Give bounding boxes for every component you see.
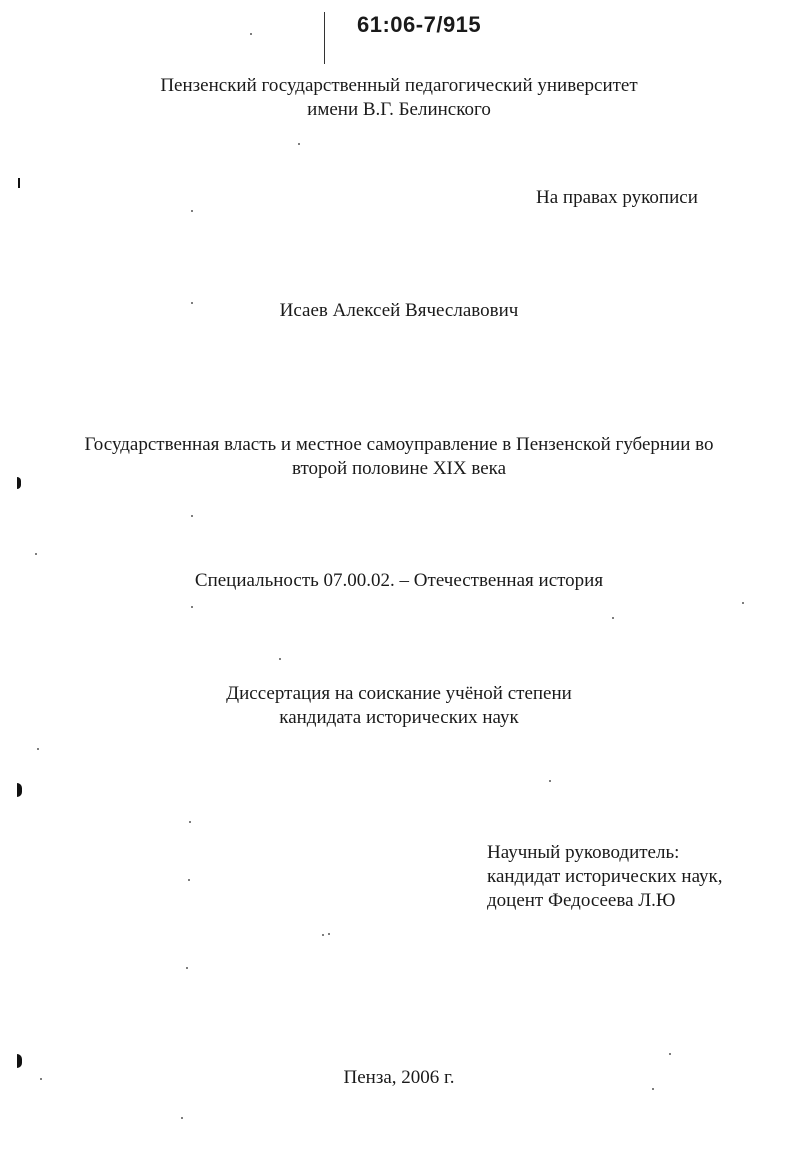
scan-speck xyxy=(37,748,39,750)
scan-speck xyxy=(298,143,300,145)
scan-speck xyxy=(191,515,193,517)
scan-speck xyxy=(742,602,744,604)
specialty: Специальность 07.00.02. – Отечественная история xyxy=(194,570,604,591)
scan-speck xyxy=(186,967,188,969)
supervisor-name: доцент Федосеева Л.Ю xyxy=(487,890,676,911)
scan-speck xyxy=(328,933,330,935)
university-name-line2: имени В.Г. Белинского xyxy=(307,99,491,120)
manuscript-note: На правах рукописи xyxy=(536,187,698,208)
supervisor-degree: кандидат исторических наук, xyxy=(487,866,723,887)
scan-speck xyxy=(181,1117,183,1119)
place-and-year: Пенза, 2006 г. xyxy=(343,1067,455,1088)
scan-speck xyxy=(191,606,193,608)
scan-speck xyxy=(612,617,614,619)
scan-speck xyxy=(322,934,324,936)
scan-speck xyxy=(250,33,252,35)
scan-speck xyxy=(279,658,281,660)
scan-mark xyxy=(18,178,20,188)
scan-speck xyxy=(35,553,37,555)
scan-mark xyxy=(17,477,21,489)
archive-code: 61:06-7/915 xyxy=(357,12,482,37)
scan-speck xyxy=(191,302,193,304)
dissertation-title: Государственная власть и местное самоуправление в Пензенской губернии во xyxy=(84,434,714,455)
scan-speck xyxy=(188,879,190,881)
degree-statement-line2: кандидата исторических наук xyxy=(279,707,519,728)
scan-margin-line xyxy=(324,12,325,64)
scan-speck xyxy=(191,210,193,212)
scan-speck xyxy=(549,780,551,782)
degree-statement: Диссертация на соискание учёной степени xyxy=(226,683,572,704)
scan-speck xyxy=(652,1088,654,1090)
scan-mark xyxy=(17,783,22,797)
scan-speck xyxy=(669,1053,671,1055)
supervisor-heading: Научный руководитель: xyxy=(487,842,680,863)
scan-speck xyxy=(40,1078,42,1080)
scan-speck xyxy=(189,821,191,823)
author-name: Исаев Алексей Вячеславович xyxy=(279,300,519,321)
dissertation-title-line2: второй половине XIX века xyxy=(291,458,507,479)
university-name: Пензенский государственный педагогический университет xyxy=(160,75,638,96)
